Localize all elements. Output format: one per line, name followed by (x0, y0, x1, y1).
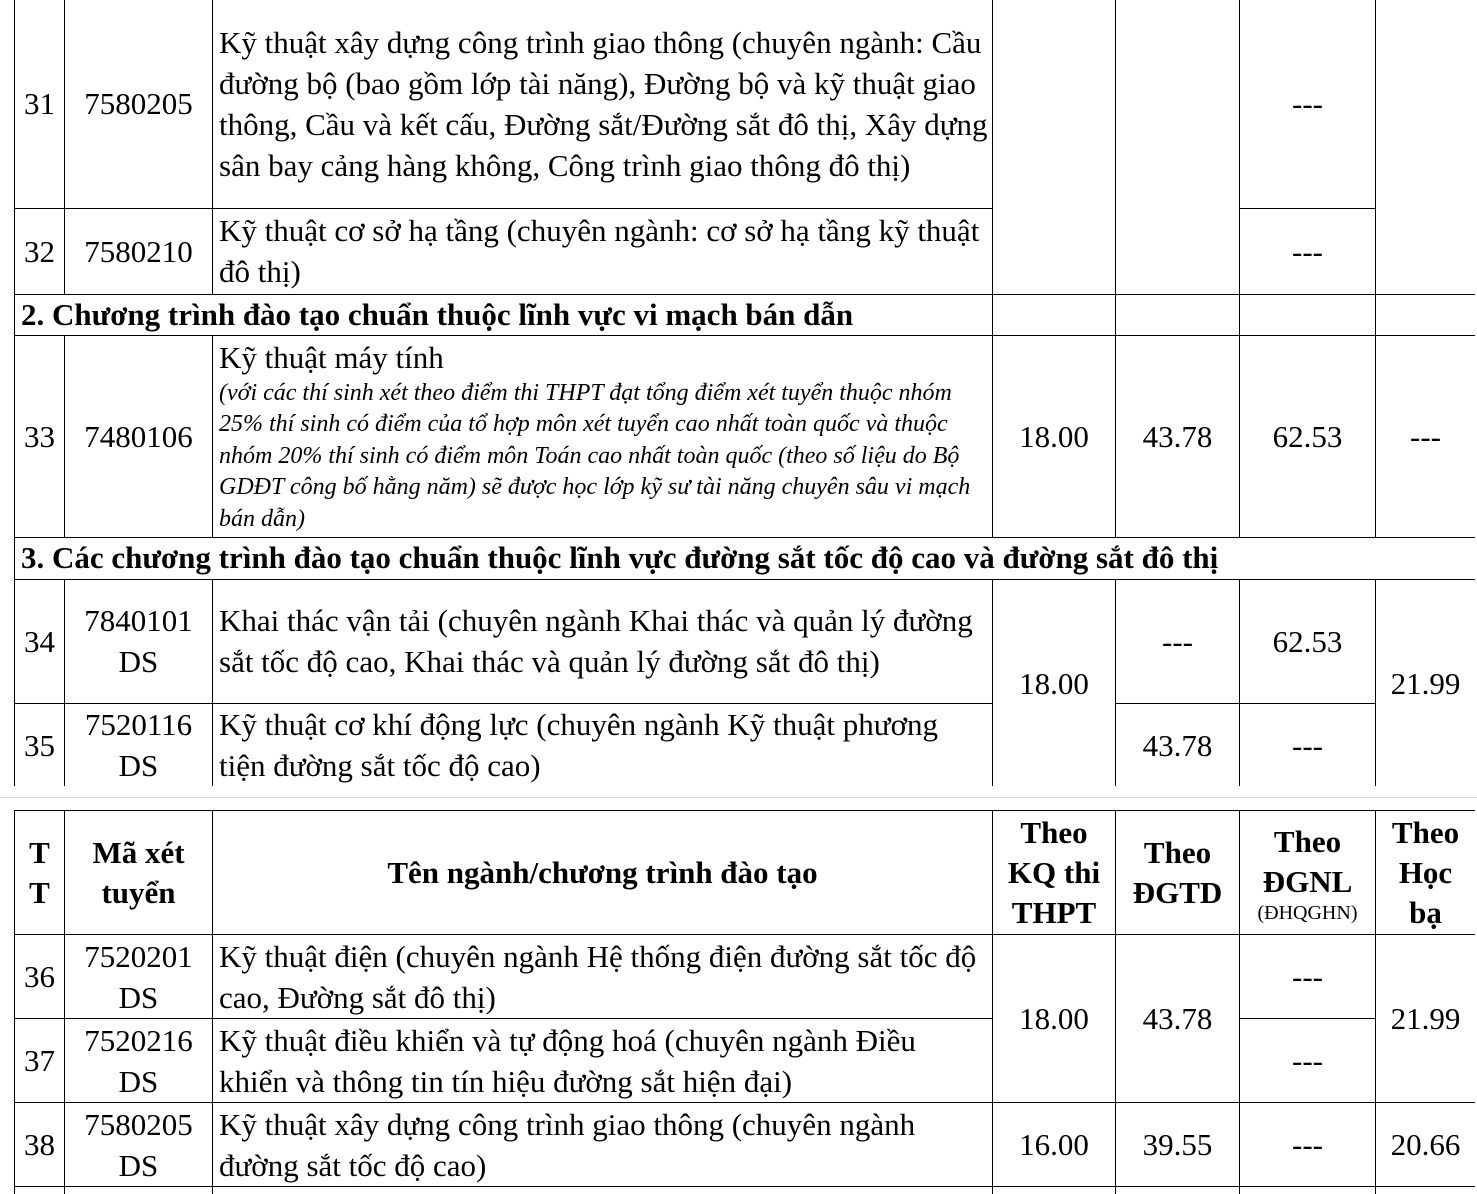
section-row-2 (15, 294, 1476, 335)
dgtd-cell: 43.78 (1116, 335, 1240, 537)
program-name: Kỹ thuật máy tính (219, 339, 444, 375)
thpt-merged-cell: 18.00 (993, 935, 1116, 1103)
dgnl-cell: --- (1240, 935, 1376, 1019)
code-cell (65, 935, 213, 1019)
program-name-cell: Kỹ thuật xây dựng công trình giao thông (chuyên ngành: Cầu đường bộ (bao gồm lớp tài năng), Đường bộ và kỹ thuật giao thông, Cầu và kết cấu, Đường sắt/Đường sắt đô thị, Xây dựng sân bay cảng hàng không, Công trình giao thông đô thị) (213, 0, 993, 208)
tt-cell: 37 (15, 1019, 65, 1103)
table-row-34 (15, 579, 1476, 703)
code-line-1: 7520201 (84, 938, 193, 974)
empty-cell (213, 1187, 993, 1194)
tt-cell: 34 (15, 579, 65, 703)
table-row-38 (15, 1103, 1476, 1187)
code-line-2: DS (118, 1147, 159, 1183)
code-line-1: 7580205 (84, 1106, 193, 1142)
code-cell: 7480106 (65, 335, 213, 537)
program-name-cell: Kỹ thuật xây dựng công trình giao thông (chuyên ngành đường sắt tốc độ cao) (213, 1103, 993, 1187)
hocba-merged-cell: 21.99 (1376, 935, 1476, 1103)
program-name-cell: Khai thác vận tải (chuyên ngành Khai thác và quản lý đường sắt tốc độ cao, Khai thác và quản lý đường sắt đô thị) (213, 579, 993, 703)
program-name-cell: Kỹ thuật điện (chuyên ngành Hệ thống điện đường sắt tốc độ cao, Đường sắt đô thị) (213, 935, 993, 1019)
table-row-36 (15, 935, 1476, 1019)
code-cell (65, 1103, 213, 1187)
header-code: Mã xét tuyển (65, 811, 213, 935)
admission-table-page-1 (14, 0, 1475, 786)
header-dgtd: Theo ĐGTD (1116, 811, 1240, 935)
header-dgnl-title: Theo ĐGNL (1262, 823, 1353, 899)
program-note: (với các thí sinh xét theo điểm thi THPT đạt tổng điểm xét tuyển thuộc nhóm 25% thí sinh có điểm của tổ hợp môn xét tuyển cao nhất toàn quốc và thuộc nhóm 20% thí sinh có điểm môn Toán cao nhất toàn quốc (theo số liệu do Bộ GDĐT công bố hằng năm) sẽ được học lớp kỹ sư tài năng chuyên sâu vi mạch bán dẫn) (219, 379, 971, 532)
empty-cell (1376, 1187, 1476, 1194)
hocba-merged-cell (1376, 0, 1476, 294)
program-name-cell (213, 335, 993, 537)
empty-cell (1116, 1187, 1240, 1194)
table-row-35 (15, 703, 1476, 786)
code-cell (65, 579, 213, 703)
program-name-cell: Kỹ thuật cơ sở hạ tầng (chuyên ngành: cơ sở hạ tầng kỹ thuật đô thị) (213, 208, 993, 294)
code-line-1: 7520216 (84, 1022, 193, 1058)
header-tt-line-2: T (29, 874, 50, 910)
table-row-37 (15, 1019, 1476, 1103)
code-line-2: DS (118, 979, 159, 1015)
table-row-32 (15, 208, 1476, 294)
tt-cell: 36 (15, 935, 65, 1019)
dgnl-cell: --- (1240, 1019, 1376, 1103)
code-line-1: 7520116 (84, 707, 193, 742)
empty-cell (65, 1187, 213, 1194)
dgnl-cell: --- (1240, 1103, 1376, 1187)
tt-cell: 31 (15, 0, 65, 208)
empty-cell (993, 294, 1116, 335)
tt-cell: 32 (15, 208, 65, 294)
hocba-cell: 20.66 (1376, 1103, 1476, 1187)
dgtd-merged-cell: 43.78 (1116, 935, 1240, 1103)
dgtd-cell: 43.78 (1116, 703, 1240, 786)
header-thpt: Theo KQ thi THPT (993, 811, 1116, 935)
dgnl-cell: --- (1240, 703, 1376, 786)
section-row-3 (15, 537, 1476, 579)
thpt-cell: 18.00 (993, 335, 1116, 537)
dgtd-cell: 39.55 (1116, 1103, 1240, 1187)
code-line-2: DS (118, 1063, 159, 1099)
section-heading: 2. Chương trình đào tạo chuẩn thuộc lĩnh vực vi mạch bán dẫn (15, 294, 993, 335)
section-heading: 3. Các chương trình đào tạo chuẩn thuộc lĩnh vực đường sắt tốc độ cao và đường sắt đô thị (15, 537, 1476, 579)
dgtd-cell: --- (1116, 579, 1240, 703)
thpt-merged-cell (993, 0, 1116, 294)
code-line-1: 7840101 (84, 603, 193, 638)
code-cell: 7580210 (65, 208, 213, 294)
empty-cell (1240, 1187, 1376, 1194)
dgnl-cell: 62.53 (1240, 335, 1376, 537)
empty-cell (15, 1187, 65, 1194)
header-row (15, 811, 1476, 935)
empty-cell (1240, 294, 1376, 335)
code-cell (65, 1019, 213, 1103)
empty-cell (1116, 294, 1240, 335)
tt-cell: 38 (15, 1103, 65, 1187)
hocba-cell: --- (1376, 335, 1476, 537)
tt-cell: 35 (15, 703, 65, 786)
code-cell: 7580205 (65, 0, 213, 208)
header-tt-line-1: T (29, 834, 50, 870)
thpt-cell: 16.00 (993, 1103, 1116, 1187)
dgnl-cell: --- (1240, 208, 1376, 294)
code-line-2: DS (118, 748, 159, 783)
dgtd-merged-cell (1116, 0, 1240, 294)
header-dgnl-sub: (ĐHQGHN) (1257, 901, 1358, 924)
empty-cell (1376, 294, 1476, 335)
header-hocba: Theo Học bạ (1376, 811, 1476, 935)
program-name-cell: Kỹ thuật điều khiển và tự động hoá (chuyên ngành Điều khiển và thông tin tín hiệu đường sắt hiện đại) (213, 1019, 993, 1103)
table-row-31 (15, 0, 1476, 208)
header-program-name: Tên ngành/chương trình đào tạo (213, 811, 993, 935)
page-2 (14, 810, 1475, 1194)
code-line-2: DS (118, 644, 159, 679)
program-name-cell: Kỹ thuật cơ khí động lực (chuyên ngành Kỹ thuật phương tiện đường sắt tốc độ cao) (213, 703, 993, 786)
page-divider (0, 797, 1477, 798)
table-row-33 (15, 335, 1476, 537)
tt-cell: 33 (15, 335, 65, 537)
dgnl-cell: 62.53 (1240, 579, 1376, 703)
code-cell (65, 703, 213, 786)
table-row-next (15, 1187, 1476, 1194)
empty-cell (993, 1187, 1116, 1194)
thpt-merged-cell: 18.00 (993, 579, 1116, 786)
header-dgnl (1240, 811, 1376, 935)
header-tt (15, 811, 65, 935)
admission-table-page-2 (14, 810, 1475, 1194)
page-1 (14, 0, 1475, 786)
dgnl-cell: --- (1240, 0, 1376, 208)
hocba-merged-cell: 21.99 (1376, 579, 1476, 786)
